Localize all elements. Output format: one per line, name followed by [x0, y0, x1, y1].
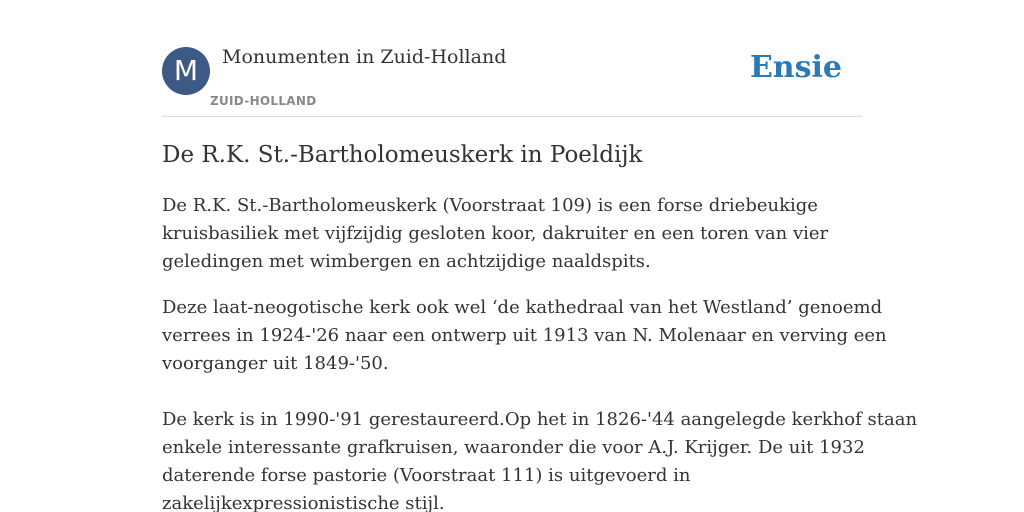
paragraph-line: Deze laat-neogotische kerk ook wel ‘de kathedraal van het Westland’ genoemd: [162, 297, 883, 318]
paragraph-line: kruisbasiliek met vijfzijdig gesloten koor, dakruiter en een toren van vier: [162, 223, 829, 244]
paragraph-2: [162, 294, 887, 378]
header: [162, 0, 862, 117]
paragraph-line: De R.K. St.-Bartholomeuskerk (Voorstraat 109) is een forse driebeukige: [162, 195, 818, 216]
category-label[interactable]: ZUID-HOLLAND: [210, 94, 317, 108]
site-title[interactable]: Monumenten in Zuid-Holland: [222, 46, 507, 68]
paragraph-line: zakelijkexpressionistische stijl.: [162, 493, 445, 512]
article-title: De R.K. St.-Bartholomeuskerk in Poeldijk: [162, 142, 643, 168]
paragraph-line: enkele interessante grafkruisen, waaronder die voor A.J. Krijger. De uit 1932: [162, 437, 865, 458]
paragraph-line: verrees in 1924-'26 naar een ontwerp uit 1913 van N. Molenaar en verving een: [162, 325, 887, 346]
paragraph-line: geledingen met wimbergen en achtzijdige naaldspits.: [162, 251, 651, 272]
paragraph-3: [162, 406, 918, 512]
paragraph-line: daterende forse pastorie (Voorstraat 111) is uitgevoerd in: [162, 465, 691, 486]
paragraph-line: voorganger uit 1849-'50.: [162, 353, 389, 374]
paragraph-1: [162, 192, 862, 276]
avatar[interactable]: M: [162, 47, 210, 95]
paragraph-line: De kerk is in 1990-'91 gerestaureerd.Op het in 1826-'44 aangelegde kerkhof staan: [162, 409, 918, 430]
article: [162, 140, 918, 512]
brand-logo[interactable]: Ensie: [749, 50, 842, 85]
